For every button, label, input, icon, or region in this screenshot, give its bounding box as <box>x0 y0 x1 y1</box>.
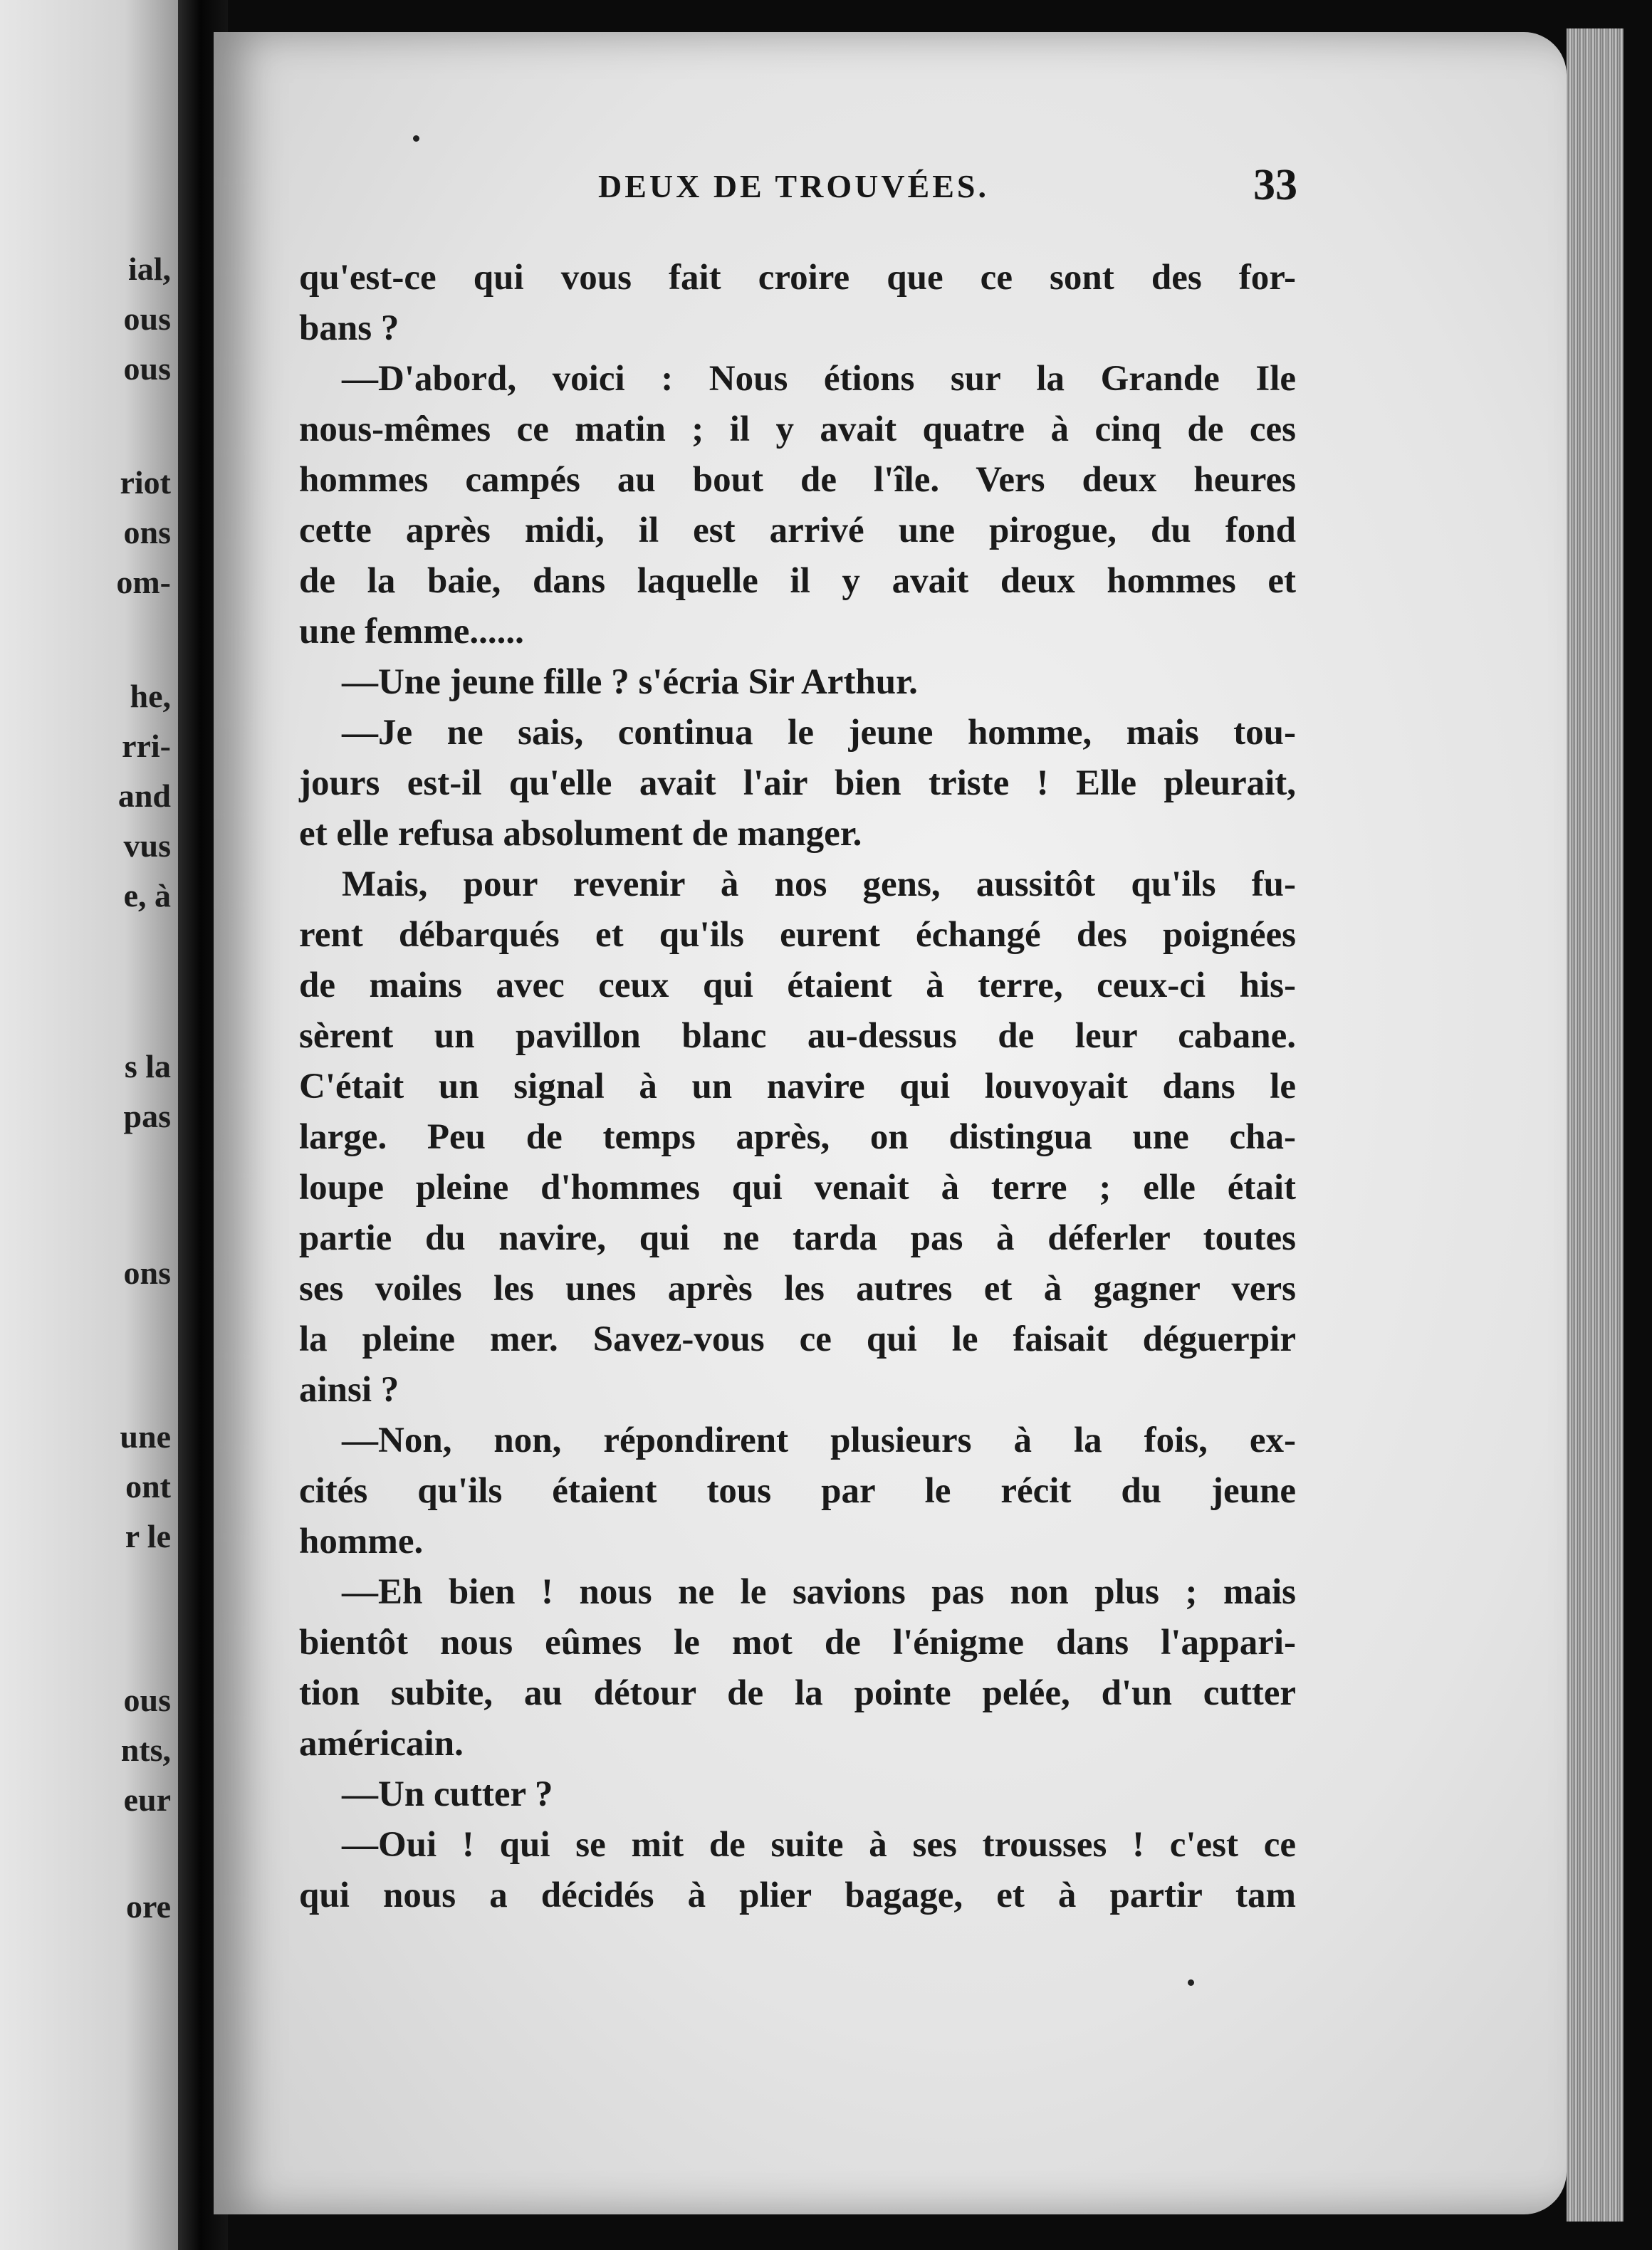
text-line: large. Peu de temps après, on distingua une cha- <box>299 1117 1296 1157</box>
text-line: la pleine mer. Savez-vous ce qui le faisait déguerpir <box>299 1319 1296 1359</box>
text-line: rent débarqués et qu'ils eurent échangé des poignées <box>299 915 1296 955</box>
text-line: nous-mêmes ce matin ; il y avait quatre à cinq de ces <box>299 409 1296 449</box>
text-line: qui nous a décidés à plier bagage, et à partir tam <box>299 1875 1296 1915</box>
text-line: C'était un signal à un navire qui louvoyait dans le <box>299 1067 1296 1106</box>
facing-page-line: e, à <box>123 877 171 914</box>
facing-page-line: ous <box>123 350 171 387</box>
text-line: américain. <box>299 1724 464 1764</box>
facing-page-line: om- <box>116 564 171 600</box>
text-line: Mais, pour revenir à nos gens, aussitôt qu'ils fu- <box>342 864 1296 904</box>
print-speck <box>1188 1979 1194 1986</box>
text-line: loupe pleine d'hommes qui venait à terre ; elle était <box>299 1168 1296 1208</box>
text-line: qu'est-ce qui vous fait croire que ce sont des for- <box>299 258 1296 298</box>
text-line: bans ? <box>299 308 399 348</box>
text-line: partie du navire, qui ne tarda pas à déferler toutes <box>299 1218 1296 1258</box>
facing-page-line: s la <box>124 1048 171 1084</box>
facing-page-line: ons <box>123 1255 171 1291</box>
text-line: cette après midi, il est arrivé une pirogue, du fond <box>299 511 1296 550</box>
text-line: —Oui ! qui se mit de suite à ses trousses ! c'est ce <box>342 1825 1296 1865</box>
text-line: —Eh bien ! nous ne le savions pas non plus ; mais <box>342 1572 1296 1612</box>
facing-page-line: r le <box>125 1518 171 1554</box>
text-line: —Un cutter ? <box>342 1774 553 1814</box>
page-number: 33 <box>1253 161 1297 209</box>
text-line: bientôt nous eûmes le mot de l'énigme dans l'appari- <box>299 1623 1296 1663</box>
text-line: de mains avec ceux qui étaient à terre, ceux-ci his- <box>299 966 1296 1005</box>
facing-page-line: ore <box>125 1888 171 1925</box>
text-line: —Je ne sais, continua le jeune homme, mais tou- <box>342 713 1296 753</box>
text-line: —D'abord, voici : Nous étions sur la Grande Ile <box>342 359 1296 399</box>
facing-page-line: riot <box>120 464 171 501</box>
text-line: homme. <box>299 1522 424 1561</box>
facing-page-line: and <box>117 778 171 814</box>
facing-page-line: pas <box>123 1098 171 1134</box>
facing-page-edge <box>0 0 178 2250</box>
facing-page-line: ous <box>123 300 171 337</box>
page-fore-edge <box>1567 28 1624 2222</box>
facing-page-line: ous <box>123 1682 171 1718</box>
text-line: ses voiles les unes après les autres et à gagner vers <box>299 1269 1296 1309</box>
facing-page-line: ons <box>123 514 171 550</box>
text-line: une femme...... <box>299 612 524 652</box>
facing-page-line: une <box>120 1418 171 1455</box>
text-line: de la baie, dans laquelle il y avait deux hommes et <box>299 561 1296 601</box>
facing-page-line: rri- <box>122 728 171 764</box>
text-line: jours est-il qu'elle avait l'air bien triste ! Elle pleurait, <box>299 763 1296 803</box>
print-speck <box>413 135 419 142</box>
facing-page-line: eur <box>123 1781 171 1818</box>
text-line: tion subite, au détour de la pointe pelée, d'un cutter <box>299 1673 1296 1713</box>
facing-page-line: ial, <box>127 251 171 287</box>
text-line: et elle refusa absolument de manger. <box>299 814 862 854</box>
running-head: DEUX DE TROUVÉES. <box>598 168 989 204</box>
text-line: hommes campés au bout de l'île. Vers deux heures <box>299 460 1296 500</box>
facing-page-line: he, <box>130 678 171 714</box>
text-line: —Une jeune fille ? s'écria Sir Arthur. <box>342 662 918 702</box>
text-line: sèrent un pavillon blanc au-dessus de leur cabane. <box>299 1016 1296 1056</box>
text-line: ainsi ? <box>299 1370 399 1410</box>
facing-page-line: nts, <box>120 1732 171 1768</box>
facing-page-line: vus <box>123 827 171 864</box>
body-text <box>299 253 1296 1921</box>
facing-page-line: ont <box>125 1468 171 1505</box>
text-line: cités qu'ils étaient tous par le récit du jeune <box>299 1471 1296 1511</box>
text-line: —Non, non, répondirent plusieurs à la fois, ex- <box>342 1420 1296 1460</box>
